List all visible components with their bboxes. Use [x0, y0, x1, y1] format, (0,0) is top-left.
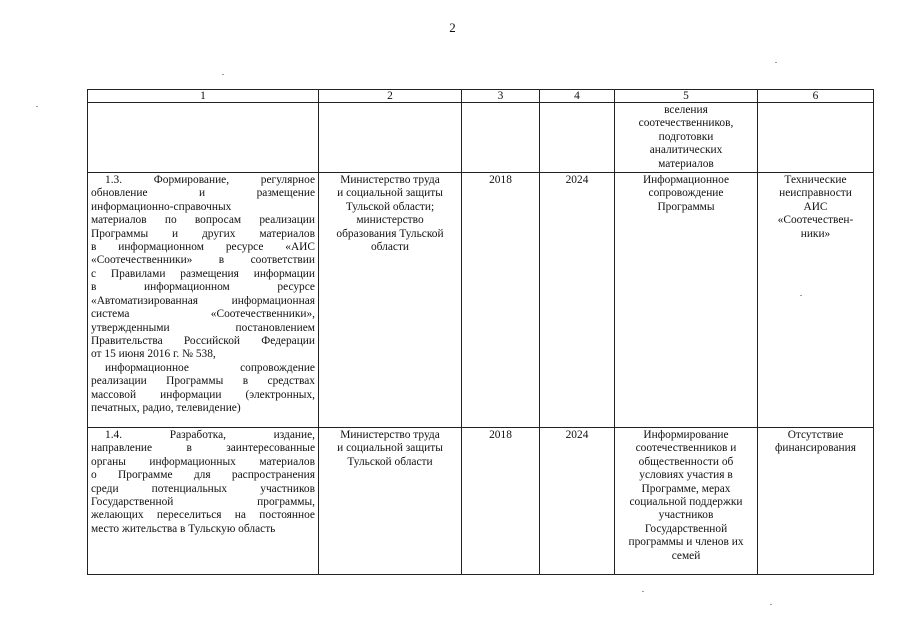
table-row-1-4	[88, 428, 874, 575]
cell-measure	[88, 428, 319, 575]
cell-line: среди потенциальных участников	[91, 482, 315, 495]
cell-line: 1.4. Разработка, издание,	[105, 429, 315, 442]
table-row-1-3	[88, 173, 874, 428]
table-header-row	[88, 90, 874, 103]
cell-line: «Соотечественники» в соответствии	[91, 254, 315, 267]
cell-line: материалов	[658, 157, 714, 170]
cell-line: соотечественников,	[638, 117, 734, 130]
cell-executor	[319, 428, 462, 575]
cell-line: и социальной защиты	[337, 442, 443, 455]
cell-line: образования Тульской	[336, 227, 444, 240]
cell-line: массовой информации (электронных,	[91, 388, 315, 401]
cell-line: Технические	[784, 174, 847, 187]
cell-line: АИС	[803, 200, 828, 213]
cell-line: Информирование	[643, 429, 729, 442]
cell-line: подготовки	[658, 130, 714, 143]
cell-line: социальной поддержки	[629, 496, 743, 509]
cell-line: Программы	[657, 200, 715, 213]
cell-risk	[758, 428, 874, 575]
cell-result	[615, 103, 758, 173]
cell-line: ники»	[800, 227, 831, 240]
cell-line: неисправности	[779, 187, 852, 200]
cell-line: система «Соотечественники»,	[91, 308, 315, 321]
cell-line: министерство	[356, 214, 424, 227]
cell-line: соотечественников и	[635, 442, 737, 455]
cell-line: области	[370, 241, 410, 254]
cell-line: Программы и других материалов	[91, 227, 315, 240]
cell-line: и социальной защиты	[337, 187, 443, 200]
cell-start-year: 2018	[462, 173, 540, 428]
cell-executor	[319, 173, 462, 428]
cell-result	[615, 173, 758, 428]
scan-speck	[222, 74, 224, 75]
cell-line: вселения	[664, 104, 708, 116]
cell-line: сопровождение	[648, 187, 724, 200]
cell-start-year: 2018	[462, 428, 540, 575]
cell-measure	[88, 173, 319, 428]
scan-speck	[770, 604, 772, 605]
column-header-3: 3	[462, 90, 540, 103]
cell-line: Правительства Российской Федерации	[91, 334, 315, 347]
scan-speck	[642, 591, 644, 592]
page-number: 2	[449, 20, 456, 35]
cell-line: от 15 июня 2016 г. № 538,	[91, 348, 216, 361]
cell-line: участников	[658, 509, 714, 522]
cell-line: информационно-справочных	[91, 200, 232, 213]
scan-speck	[800, 295, 802, 296]
cell-result	[615, 428, 758, 575]
cell-line: в информационном ресурсе «АИС	[91, 241, 315, 254]
cell-line: аналитических	[649, 144, 723, 157]
cell-line: печатных, радио, телевидение)	[91, 401, 241, 414]
column-header-4: 4	[540, 90, 615, 103]
cell-line: Информационное	[642, 174, 730, 187]
cell-line: о Программе для распространения	[91, 469, 315, 482]
cell-line: материалов по вопросам реализации	[91, 214, 315, 227]
cell-line: Программе, мерах	[641, 482, 731, 495]
column-header-5: 5	[615, 90, 758, 103]
cell-line: 1.3. Формирование, регулярное	[105, 174, 315, 187]
cell-line: Отсутствие	[787, 429, 844, 442]
cell-line: Тульской области	[347, 455, 433, 468]
cell-end-year: 2024	[540, 428, 615, 575]
cell-line: Министерство труда	[340, 429, 440, 442]
cell-line: «Автоматизированная информационная	[91, 294, 315, 307]
cell-line: общественности об	[638, 455, 734, 468]
cell-risk	[758, 103, 874, 173]
cell-line: реализации Программы в средствах	[91, 375, 315, 388]
cell-executor	[319, 103, 462, 173]
cell-end-year	[540, 103, 615, 173]
table-row-continuation	[88, 103, 874, 173]
cell-line: Государственной программы,	[91, 496, 315, 509]
cell-line: финансирования	[775, 442, 856, 455]
cell-line: желающих переселиться на постоянное	[91, 509, 315, 522]
cell-line: направление в заинтересованные	[91, 442, 315, 455]
cell-line: информационное сопровождение	[105, 361, 315, 374]
cell-risk	[758, 173, 874, 428]
cell-line: условиях участия в	[639, 469, 733, 482]
column-header-6: 6	[758, 90, 874, 103]
cell-line: Министерство труда	[340, 174, 440, 187]
cell-line: «Соотечествен-	[777, 214, 854, 227]
cell-line: утвержденными постановлением	[91, 321, 315, 334]
measures-table	[87, 89, 874, 575]
column-header-1: 1	[88, 90, 319, 103]
cell-line: в информационном ресурсе	[91, 281, 315, 294]
cell-line: органы информационных материалов	[91, 455, 315, 468]
cell-line: обновление и размещение	[91, 187, 315, 200]
cell-line: место жительства в Тульскую область	[91, 522, 276, 535]
scan-speck	[775, 62, 777, 63]
cell-start-year	[462, 103, 540, 173]
cell-line: программы и членов их	[628, 536, 744, 549]
cell-line: Государственной	[644, 522, 728, 535]
cell-end-year: 2024	[540, 173, 615, 428]
column-header-2: 2	[319, 90, 462, 103]
cell-line: Тульской области;	[345, 200, 435, 213]
scan-speck	[36, 106, 38, 107]
cell-measure	[88, 103, 319, 173]
cell-line: семей	[671, 549, 701, 562]
cell-line: с Правилами размещения информации	[91, 267, 315, 280]
